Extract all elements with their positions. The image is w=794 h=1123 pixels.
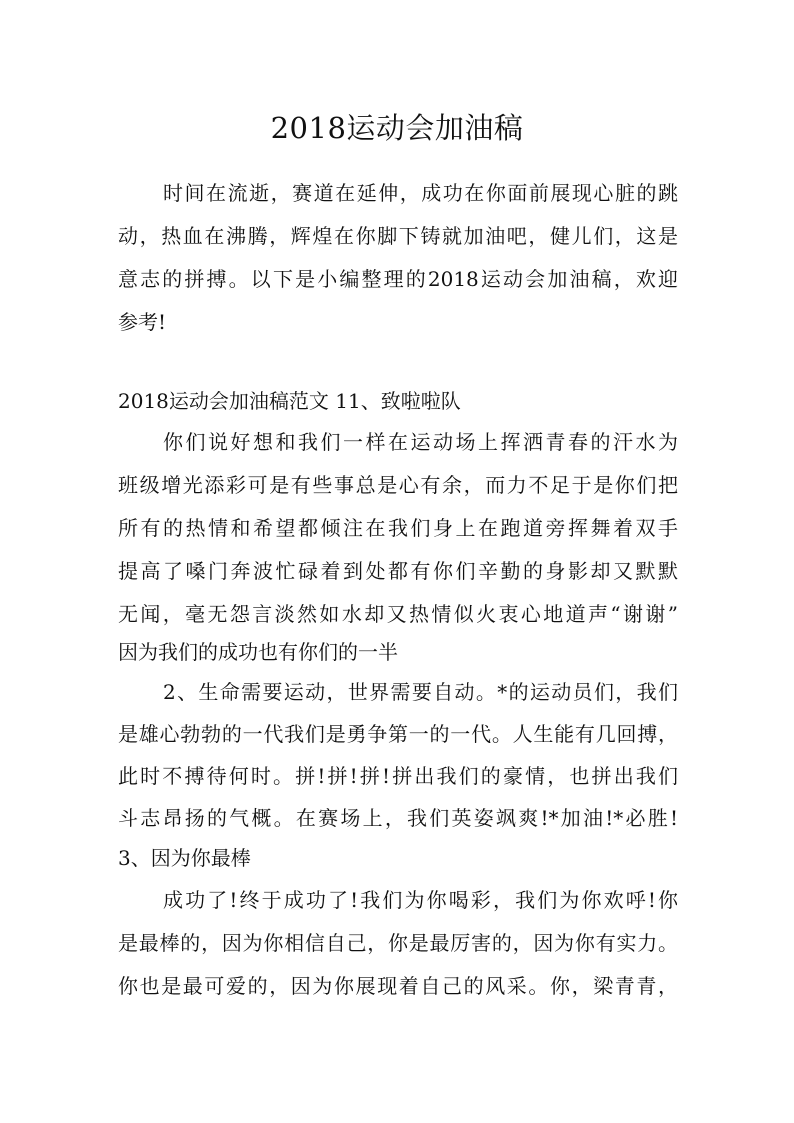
paragraph-line: 此时不搏待何时。拼!拼!拼!拼出我们的豪情，也拼出我们 xyxy=(118,764,678,788)
paragraph-line: 你也是最可爱的，因为你展现着自己的风采。你，梁青青， xyxy=(118,974,678,998)
paragraph-line: 所有的热情和希望都倾注在我们身上在跑道旁挥舞着双手 xyxy=(118,516,678,540)
paragraph-line: 因为我们的成功也有你们的一半 xyxy=(118,640,398,664)
document-title: 2018运动会加油稿 xyxy=(270,111,524,145)
paragraph-line: 提高了嗓门奔波忙碌着到处都有你们辛勤的身影却又默默 xyxy=(118,559,678,583)
paragraph-line: 意志的拼搏。以下是小编整理的2018运动会加油稿，欢迎 xyxy=(118,267,678,291)
paragraph-line: 是雄心勃勃的一代我们是勇争第一的一代。人生能有几回搏， xyxy=(118,722,678,746)
paragraph-line: 班级增光添彩可是有些事总是心有余，而力不足于是你们把 xyxy=(118,473,678,497)
paragraph-line: 时间在流逝，赛道在延伸，成功在你面前展现心脏的跳 xyxy=(163,181,678,205)
paragraph-line: 动，热血在沸腾，辉煌在你脚下铸就加油吧，健儿们，这是 xyxy=(118,224,678,248)
paragraph-line: 参考! xyxy=(118,310,167,334)
paragraph-line: 成功了!终于成功了!我们为你喝彩，我们为你欢呼!你 xyxy=(163,888,678,912)
paragraph-line: 无闻，毫无怨言淡然如水却又热情似火衷心地道声“谢谢” xyxy=(118,602,678,626)
paragraph-line: 2、生命需要运动，世界需要自动。*的运动员们，我们 xyxy=(163,680,678,704)
paragraph-line: 斗志昂扬的气概。在赛场上，我们英姿飒爽!*加油!*必胜! xyxy=(118,806,678,830)
paragraph-line: 你们说好想和我们一样在运动场上挥洒青春的汗水为 xyxy=(163,430,678,454)
section-heading: 2018运动会加油稿范文 11、致啦啦队 xyxy=(118,389,461,413)
section-heading: 3、因为你最棒 xyxy=(118,846,251,870)
paragraph-line: 是最棒的，因为你相信自己，你是最厉害的，因为你有实力。 xyxy=(118,931,678,955)
